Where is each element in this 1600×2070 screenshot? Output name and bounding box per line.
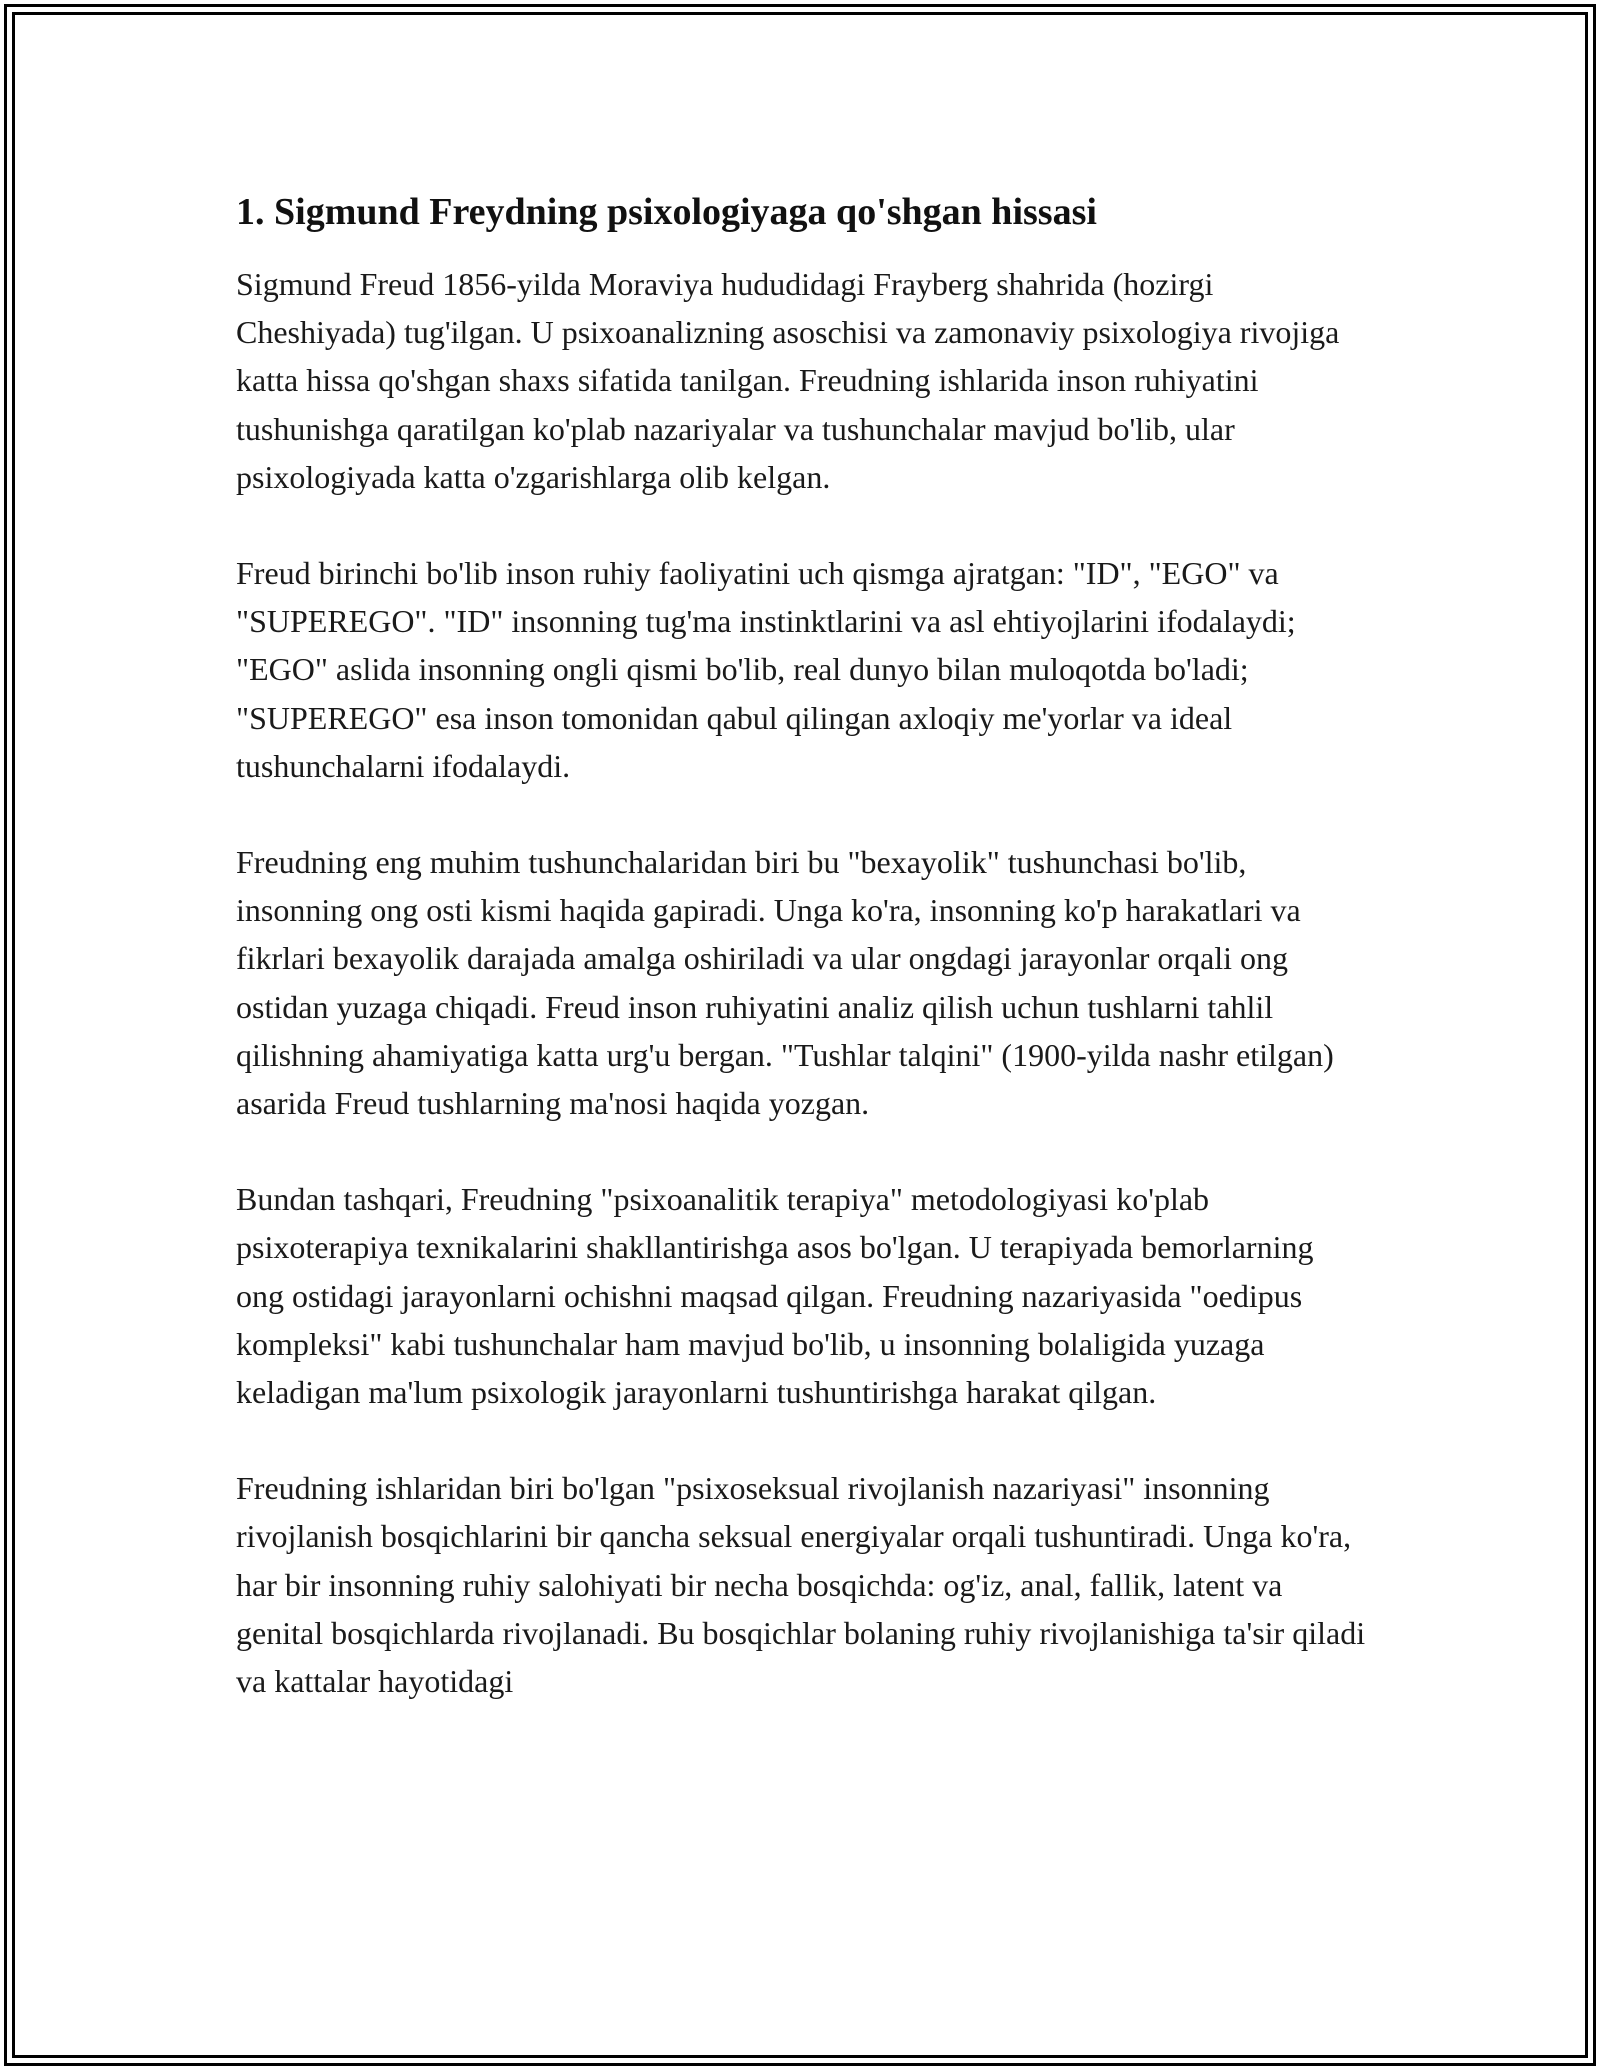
section-heading: 1. Sigmund Freydning psixologiyaga qo'shgan hissasi	[236, 191, 1097, 233]
paragraph-psychosexual-development: Freudning ishlaridan biri bo'lgan "psixoseksual rivojlanish nazariyasi" insonning rivojlanish bosqichlarini bir qancha seksual energiyalar orqali tushuntiradi. Unga ko'ra, har bir insonning ruhiy salohiyati bir necha bosqichda: og'iz, anal, fallik, latent va genital bosqichlarda rivojlanadi. Bu bosqichlar bolaning ruhiy rivojlanishiga ta'sir qiladi va kattalar hayotidagi	[236, 1470, 1366, 1700]
paragraph-id-ego-superego: Freud birinchi bo'lib inson ruhiy faoliyatini uch qismga ajratgan: "ID", "EGO" va "SUPEREGO". "ID" insonning tug'ma instinktlarini va asl ehtiyojlarini ifodalaydi; "EGO" aslida insonning ongli qismi bo'lib, real dunyo bilan muloqotda bo'ladi; "SUPEREGO" esa inson tomonidan qabul qilingan axloqiy me'yorlar va ideal tushunchalarni ifodalaydi.	[236, 555, 1296, 784]
paragraph-psychoanalytic-therapy: Bundan tashqari, Freudning "psixoanalitik terapiya" metodologiyasi ko'plab psixoterapiya texnikalarini shakllantirishga asos bo'lgan. U terapiyada bemorlarning ong ostidagi jarayonlarni ochishni maqsad qilgan. Freudning nazariyasida "oedipus kompleksi" kabi tushunchalar ham mavjud bo'lib, u insonning bolaligida yuzaga keladigan ma'lum psixologik jarayonlarni tushuntirishga harakat qilgan.	[236, 1181, 1314, 1411]
paragraph-unconscious-dreams: Freudning eng muhim tushunchalaridan biri bu "bexayolik" tushunchasi bo'lib, insonning ong osti kismi haqida gapiradi. Unga ko'ra, insonning ko'p harakatlari va fikrlari bexayolik darajada amalga oshiriladi va ular ongdagi jarayonlar orqali ong ostidan yuzaga chiqadi. Freud inson ruhiyatini analiz qilish uchun tushlarni tahlil qilishning ahamiyatiga katta urg'u bergan. "Tushlar talqini" (1900-yilda nashr etilgan) asarida Freud tushlarning ma'nosi haqida yozgan.	[236, 844, 1334, 1122]
paragraph-freud-biography: Sigmund Freud 1856-yilda Moraviya hududidagi Frayberg shahrida (hozirgi Cheshiyada) tug'ilgan. U psixoanalizning asoschisi va zamonaviy psixologiya rivojiga katta hissa qo'shgan shaxs sifatida tanilgan. Freudning ishlarida inson ruhiyatini tushunishga qaratilgan ko'plab nazariyalar va tushunchalar mavjud bo'lib, ular psixologiyada katta o'zgarishlarga olib kelgan.	[236, 266, 1340, 495]
document-body	[236, 184, 1366, 1753]
